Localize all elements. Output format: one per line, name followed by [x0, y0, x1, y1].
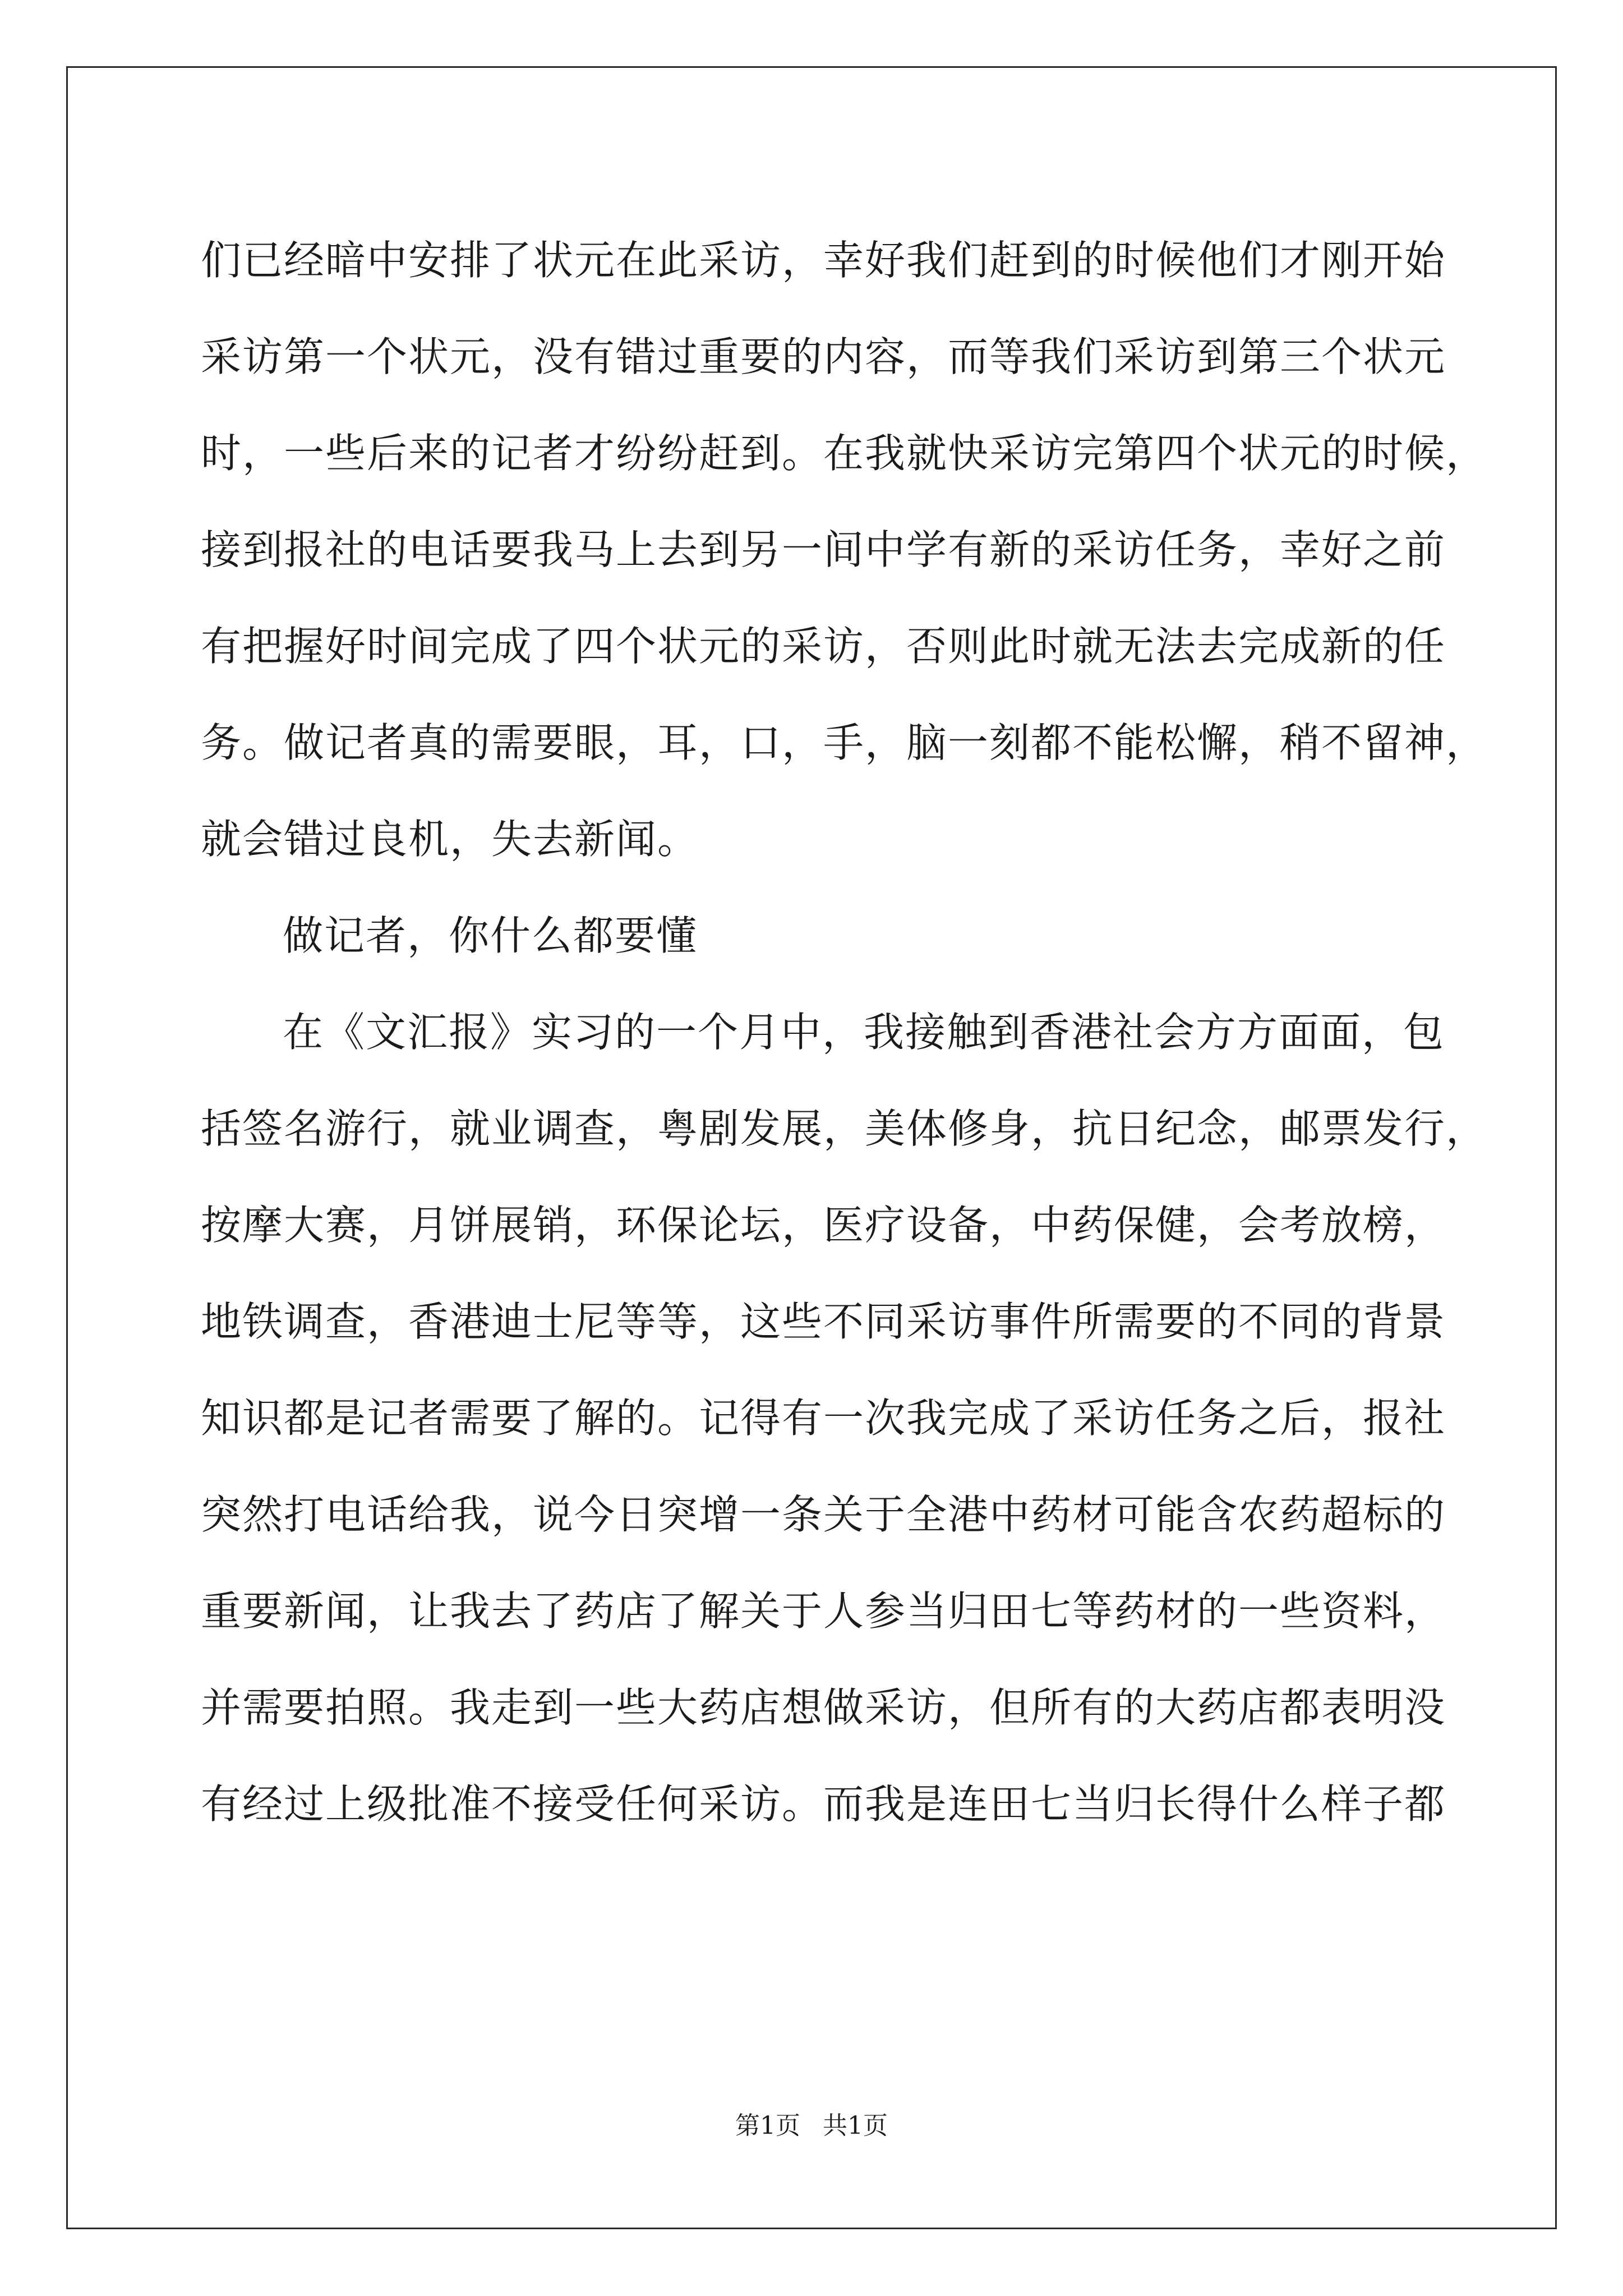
text-line: 知识都是记者需要了解的。记得有一次我完成了采访任务之后，报社: [201, 1395, 1446, 1442]
text-line: 突然打电话给我，说今日突增一条关于全港中药材可能含农药超标的: [201, 1491, 1446, 1538]
text-line: 采访第一个状元，没有错过重要的内容，而等我们采访到第三个状元: [201, 333, 1446, 380]
text-line: 们已经暗中安排了状元在此采访，幸好我们赶到的时候他们才刚开始: [201, 237, 1446, 284]
page-total: 共1页: [823, 2111, 888, 2140]
text-line: 时，一些后来的记者才纷纷赶到。在我就快采访完第四个状元的时候，: [201, 430, 1488, 477]
text-line: 括签名游行，就业调查，粤剧发展，美体修身，抗日纪念，邮票发行，: [201, 1105, 1488, 1152]
text-line: 地铁调查，香港迪士尼等等，这些不同采访事件所需要的不同的背景: [201, 1298, 1446, 1345]
text-line: 务。做记者真的需要眼，耳，口，手，脑一刻都不能松懈，稍不留神，: [201, 719, 1488, 766]
page-number: 第1页: [735, 2111, 800, 2140]
text-line: 在《文汇报》实习的一个月中，我接触到香港社会方方面面，包: [283, 1009, 1445, 1056]
section-heading: 做记者，你什么都要懂: [283, 912, 698, 959]
text-line: 有把握好时间完成了四个状元的采访，否则此时就无法去完成新的任: [201, 623, 1446, 670]
document-body: [201, 212, 1488, 1852]
text-line: 接到报社的电话要我马上去到另一间中学有新的采访任务，幸好之前: [201, 526, 1446, 573]
page-footer: [0, 2109, 1623, 2143]
text-line: 按摩大赛，月饼展销，环保论坛，医疗设备，中药保健，会考放榜，: [201, 1202, 1446, 1249]
text-line: 有经过上级批准不接受任何采访。而我是连田七当归长得什么样子都: [201, 1780, 1446, 1828]
text-line: 重要新闻，让我去了药店了解关于人参当归田七等药材的一些资料，: [201, 1588, 1446, 1635]
text-line: 就会错过良机，失去新闻。: [201, 816, 699, 863]
text-line: 并需要拍照。我走到一些大药店想做采访，但所有的大药店都表明没: [201, 1684, 1446, 1731]
